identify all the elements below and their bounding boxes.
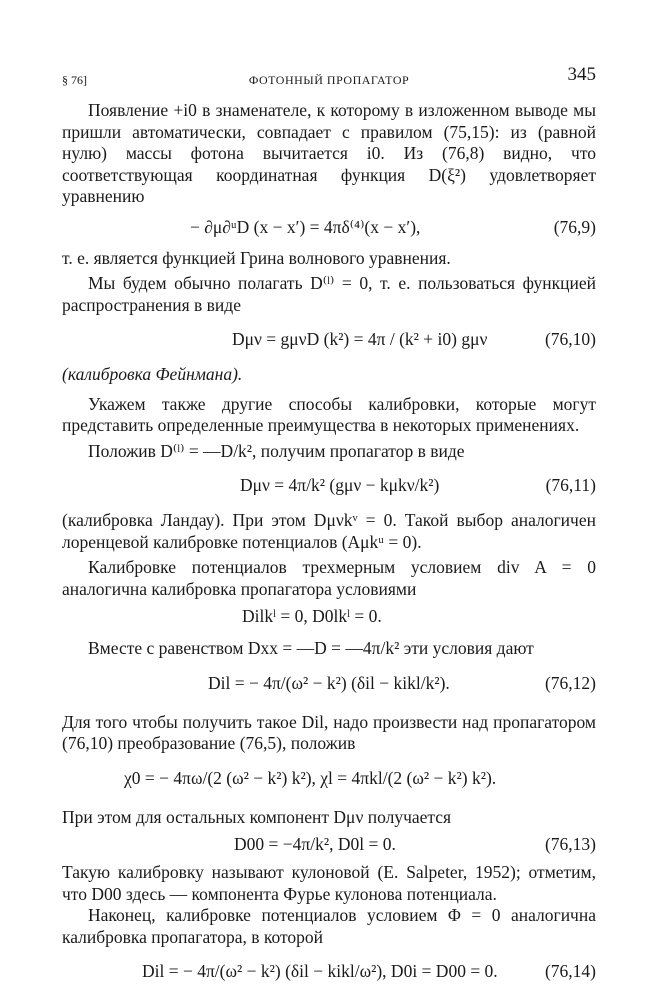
- paragraph-5: Укажем также другие способы калибровки, которые могут представить определенные преимущества в некоторых применениях.: [62, 393, 596, 435]
- paragraph-10: Для того чтобы получить такое Dil, надо произвести над пропагатором (76,10) преобразование (76,5), положив: [62, 711, 596, 753]
- page-body: [62, 100, 596, 996]
- equation-chi-formula: χ0 = − 4πω/(2 (ω² − k²) k²), χl = 4πkl/(2 (ω² − k²) k²).: [124, 767, 497, 788]
- equation-76-14-formula: Dil = − 4π/(ω² − k²) (δil − kikl/ω²), D0i = D00 = 0.: [142, 961, 498, 982]
- equation-76-11-number: (76,11): [545, 475, 596, 496]
- paragraph-11: При этом для остальных компонент Dμν получается: [62, 806, 452, 827]
- equation-76-10-formula: Dμν = gμνD (k²) = 4π / (k² + i0) gμν: [232, 329, 488, 350]
- equation-76-9-number: (76,9): [553, 216, 596, 237]
- paragraph-4: (калибровка Фейнмана).: [62, 364, 243, 384]
- equation-76-9: [62, 208, 596, 248]
- paragraph-3: Мы будем обычно полагать D⁽ˡ⁾ = 0, т. е. пользоваться функцией распространения в виде: [62, 273, 596, 315]
- page-number: 345: [567, 64, 596, 85]
- running-header: [62, 64, 596, 88]
- equation-76-13-formula: D00 = −4π/k², D0l = 0.: [234, 834, 396, 855]
- section-number: § 76]: [62, 73, 87, 87]
- equation-76-9-formula: − ∂μ∂ᵘD (x − x′) = 4πδ⁽⁴⁾(x − x′),: [190, 216, 421, 237]
- paragraph-7: (калибровка Ландау). При этом Dμνkᵛ = 0. Такой выбор аналогичен лоренцевой калибровке потенциалов (Aμkᵘ = 0).: [62, 510, 596, 552]
- equation-76-13-number: (76,13): [544, 834, 596, 855]
- equation-76-12-formula: Dil = − 4π/(ω² − k²) (δil − kikl/k²).: [208, 672, 450, 693]
- paragraph-6: Положив D⁽ˡ⁾ = —D/k², получим пропагатор в виде: [88, 440, 465, 461]
- equation-76-14-number: (76,14): [544, 961, 596, 982]
- equation-76-10-number: (76,10): [544, 329, 596, 350]
- equation-76-12: [62, 660, 596, 708]
- equation-chi: [62, 755, 596, 803]
- equation-76-14: [62, 948, 596, 996]
- equation-76-11-formula: Dμν = 4π/k² (gμν − kμkν/k²): [240, 475, 440, 496]
- paragraph-13: Наконец, калибровке потенциалов условием Φ = 0 аналогична калибровка пропагатора, в которой: [62, 905, 596, 947]
- equation-76-12-number: (76,12): [544, 672, 596, 693]
- equation-conditions-formula: Dilkˡ = 0, D0lkˡ = 0.: [242, 606, 382, 627]
- paragraph-8: Калибровке потенциалов трехмерным условием div A = 0 аналогична калибровка пропагатора условиями: [62, 557, 596, 599]
- paragraph-12: Такую калибровку называют кулоновой (E. Salpeter, 1952); отметим, что D00 здесь — компонента Фурье кулонова потенциала.: [62, 862, 596, 904]
- equation-conditions: [62, 600, 596, 634]
- equation-76-10: [62, 316, 596, 364]
- paragraph-2: т. е. является функцией Грина волнового уравнения.: [62, 247, 451, 268]
- equation-76-11: [62, 462, 596, 510]
- equation-76-13: [62, 828, 596, 862]
- paragraph-1: Появление +i0 в знаменателе, к которому в изложенном выводе мы пришли автоматически, совпадает с правилом (75,15): из (равной нулю) массы фотона вычитается i0. Из (76,8) видно, что соответствующая координатная функция D(ξ²) удовлетворяет уравнению: [62, 100, 596, 206]
- running-title: ФОТОННЫЙ ПРОПАГАТОР: [248, 73, 410, 87]
- paragraph-9: Вместе с равенством Dxx = —D = —4π/k² эти условия дают: [88, 638, 534, 658]
